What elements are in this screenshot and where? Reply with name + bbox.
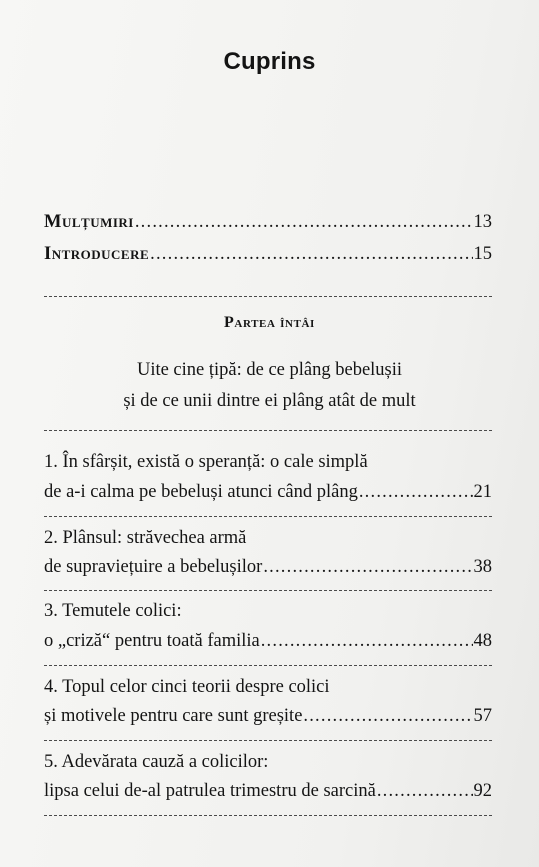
leader-dots bbox=[263, 557, 472, 578]
toc-page-number: 13 bbox=[473, 212, 492, 232]
toc-page-number: 48 bbox=[473, 631, 492, 651]
chapter-line2: lipsa celui de-al patrulea trimestru de sarcină bbox=[44, 781, 376, 801]
leader-dots bbox=[135, 212, 473, 233]
page-title: Cuprins bbox=[223, 48, 316, 75]
toc-entry-introducere bbox=[44, 244, 492, 265]
chapter-2-entry bbox=[44, 557, 492, 578]
leader-dots bbox=[261, 631, 473, 652]
part-subtitle-line2: și de ce unii dintre ei plâng atât de mult bbox=[123, 391, 416, 411]
section-divider bbox=[44, 516, 492, 517]
section-divider bbox=[44, 430, 492, 431]
section-divider bbox=[44, 296, 492, 297]
chapter-line2: de a-i calma pe bebeluși atunci când plâng bbox=[44, 482, 358, 502]
chapter-line2: și motivele pentru care sunt greșite bbox=[44, 706, 303, 726]
toc-page-number: 57 bbox=[473, 706, 492, 726]
chapter-5-line1: 5. Adevărata cauză a colicilor: bbox=[44, 752, 269, 772]
toc-page-number: 92 bbox=[473, 781, 492, 801]
leader-dots bbox=[377, 781, 473, 802]
section-divider bbox=[44, 665, 492, 666]
chapter-1-entry bbox=[44, 482, 492, 503]
section-divider bbox=[44, 590, 492, 591]
chapter-4-entry bbox=[44, 706, 492, 727]
chapter-line2: de supraviețuire a bebelușilor bbox=[44, 557, 263, 577]
toc-page-number: 38 bbox=[473, 557, 492, 577]
chapter-4-line1: 4. Topul celor cinci teorii despre colici bbox=[44, 677, 330, 697]
part-heading: Partea întâi bbox=[224, 314, 315, 331]
leader-dots bbox=[359, 482, 473, 503]
section-divider bbox=[44, 740, 492, 741]
toc-entry-label: Mulțumiri bbox=[44, 212, 134, 232]
leader-dots bbox=[150, 244, 472, 265]
toc-entry-label: Introducere bbox=[44, 244, 150, 264]
section-divider bbox=[44, 815, 492, 816]
toc-entry-multumiri bbox=[44, 212, 492, 233]
chapter-1-line1: 1. În sfârșit, există o speranță: o cale simplă bbox=[44, 452, 368, 472]
chapter-2-line1: 2. Plânsul: străvechea armă bbox=[44, 528, 247, 548]
leader-dots bbox=[303, 706, 472, 727]
toc-page-number: 15 bbox=[473, 244, 492, 264]
chapter-3-entry bbox=[44, 631, 492, 652]
part-subtitle-line1: Uite cine țipă: de ce plâng bebelușii bbox=[136, 360, 403, 380]
chapter-3-line1: 3. Temutele colici: bbox=[44, 601, 182, 621]
toc-page-number: 21 bbox=[473, 482, 492, 502]
chapter-line2: o „criză“ pentru toată familia bbox=[44, 631, 260, 651]
chapter-5-entry bbox=[44, 781, 492, 802]
